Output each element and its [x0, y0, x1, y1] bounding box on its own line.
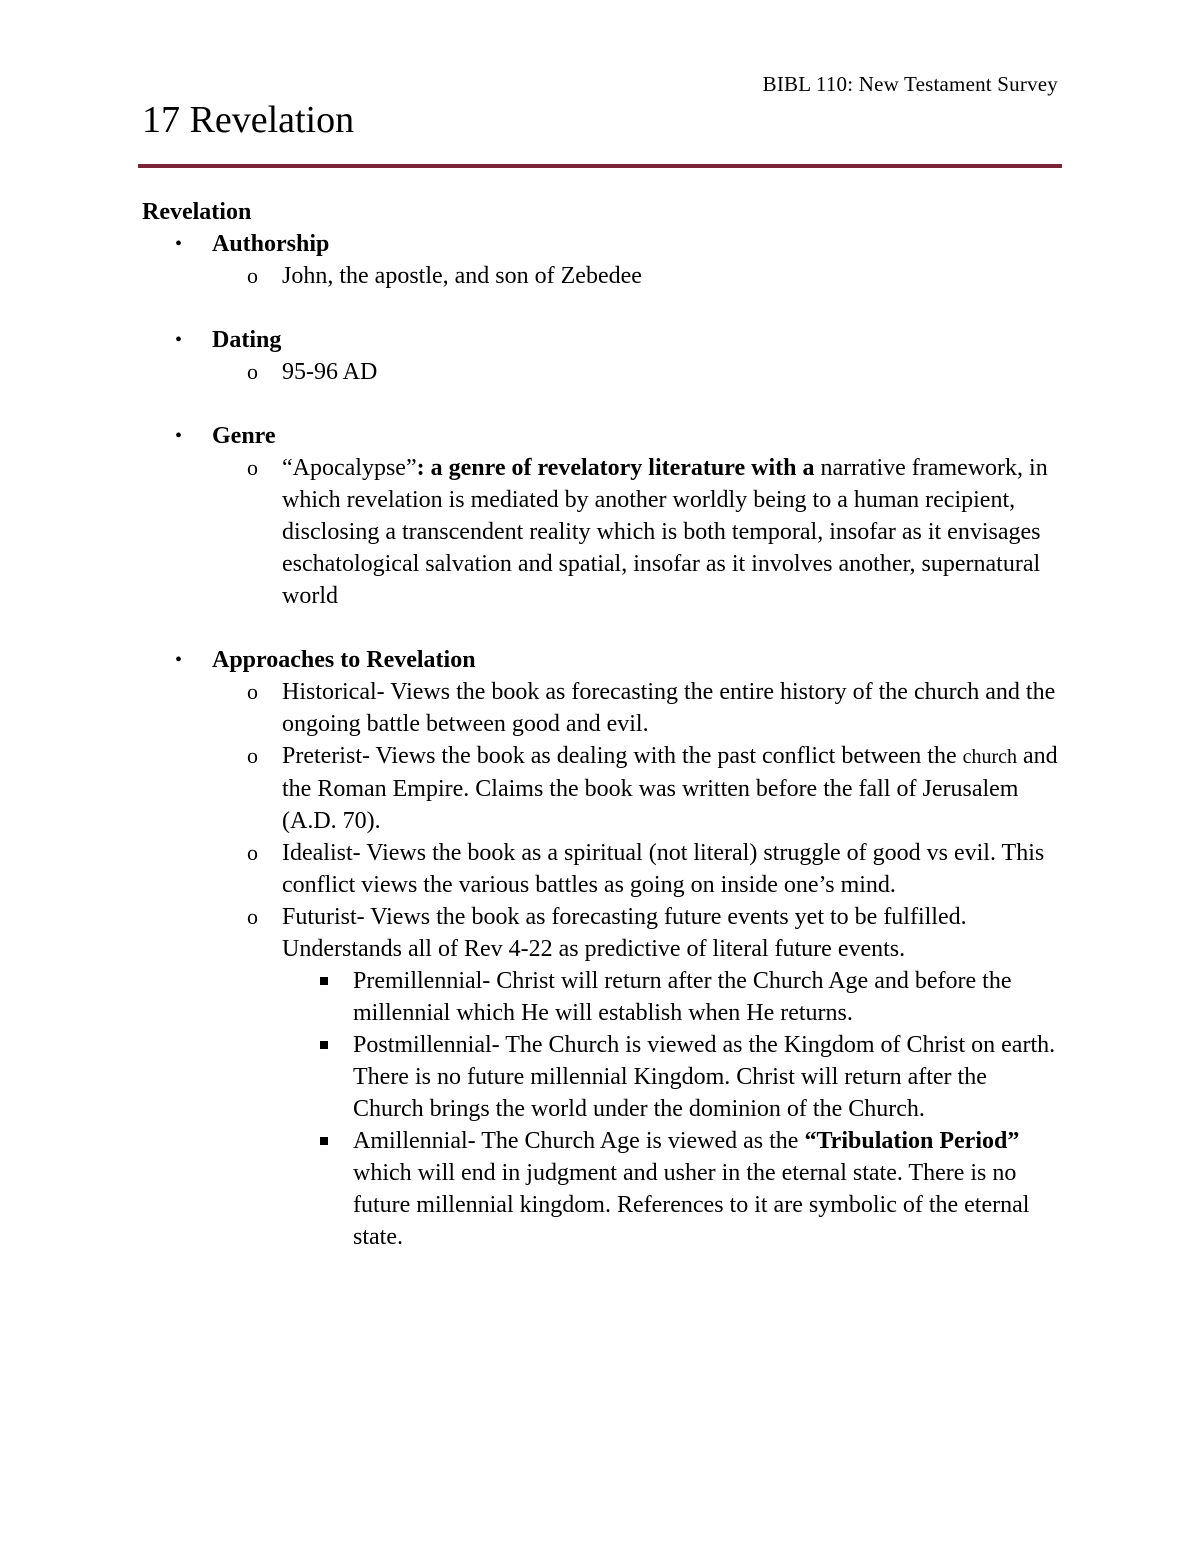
preterist-church: church: [962, 746, 1018, 768]
view-amillennial: [142, 1125, 1062, 1253]
view-premillennial: [142, 965, 1062, 1029]
authorship-detail: [142, 260, 1062, 292]
dating-detail: [142, 356, 1062, 388]
bullet-dot-icon: •: [175, 329, 183, 351]
idealist-text: Idealist- Views the book as a spiritual (not literal) struggle of good vs evil. This conflict views the various battles as going on inside one’s mind.: [282, 840, 1045, 898]
title-divider: [138, 164, 1062, 168]
bullet-dot-icon: •: [175, 425, 183, 447]
bullet-dot-icon: •: [175, 233, 183, 255]
approach-idealist: [142, 837, 1062, 901]
amillennial-bold: “Tribulation Period”: [804, 1128, 1020, 1154]
bullet-square-icon: [320, 1137, 328, 1145]
course-header: BIBL 110: New Testament Survey: [762, 72, 1058, 96]
genre-detail: [142, 452, 1062, 612]
bullet-circle-icon: o: [247, 743, 258, 768]
document-body: [142, 196, 1062, 1253]
bullet-square-icon: [320, 1041, 328, 1049]
bullet-circle-icon: o: [247, 263, 258, 288]
dating-item: [142, 324, 1062, 356]
futurist-text: Futurist- Views the book as forecasting future events yet to be fulfilled. Understands all of Rev 4-22 as predictive of literal future events.: [282, 904, 967, 962]
premillennial-text: Premillennial- Christ will return after the Church Age and before the millennial which He will establish when He returns.: [353, 968, 1012, 1026]
genre-item: [142, 420, 1062, 452]
preterist-text-a: Preterist- Views the book as dealing with the past conflict between the: [282, 743, 963, 769]
section-heading: Revelation: [142, 199, 252, 225]
approaches-label: Approaches to Revelation: [212, 647, 476, 673]
approach-futurist: [142, 901, 1062, 965]
dating-label: Dating: [212, 327, 282, 353]
bullet-circle-icon: o: [247, 840, 258, 865]
approach-historical: [142, 676, 1062, 740]
bullet-dot-icon: •: [175, 649, 183, 671]
authorship-text: John, the apostle, and son of Zebedee: [282, 263, 642, 289]
bullet-circle-icon: o: [247, 359, 258, 384]
genre-definition-bold: : a genre of revelatory literature with a: [416, 455, 815, 481]
page-title: 17 Revelation: [142, 99, 355, 141]
genre-definition: narrative framework, in which revelation is mediated by another worldly being to a human recipient, disclosing a transcendent reality which is both temporal, insofar as it envisages eschatological salvation and spatial, insofar as it involves another, supernatural world: [282, 455, 1048, 609]
authorship-label: Authorship: [212, 231, 330, 257]
genre-label: Genre: [212, 423, 276, 449]
authorship-item: [142, 228, 1062, 260]
genre-term: “Apocalypse”: [282, 455, 417, 481]
amillennial-text-a: Amillennial- The Church Age is viewed as the: [353, 1128, 805, 1154]
approach-preterist: [142, 740, 1062, 837]
amillennial-text-b: which will end in judgment and usher in the eternal state. There is no future millennial kingdom. References to it are symbolic of the eternal state.: [353, 1160, 1030, 1250]
postmillennial-text: Postmillennial- The Church is viewed as the Kingdom of Christ on earth. There is no future millennial Kingdom. Christ will return after the Church brings the world under the dominion of the Church.: [353, 1032, 1056, 1122]
bullet-square-icon: [320, 977, 328, 985]
view-postmillennial: [142, 1029, 1062, 1125]
dating-text: 95-96 AD: [282, 359, 378, 385]
preterist-text-b: and the Roman Empire. Claims the book was written before the fall of Jerusalem (A.D. 70).: [282, 743, 1058, 834]
historical-text: Historical- Views the book as forecasting the entire history of the church and the ongoing battle between good and evil.: [282, 679, 1056, 737]
bullet-circle-icon: o: [247, 904, 258, 929]
approaches-item: [142, 644, 1062, 676]
bullet-circle-icon: o: [247, 455, 258, 480]
bullet-circle-icon: o: [247, 679, 258, 704]
